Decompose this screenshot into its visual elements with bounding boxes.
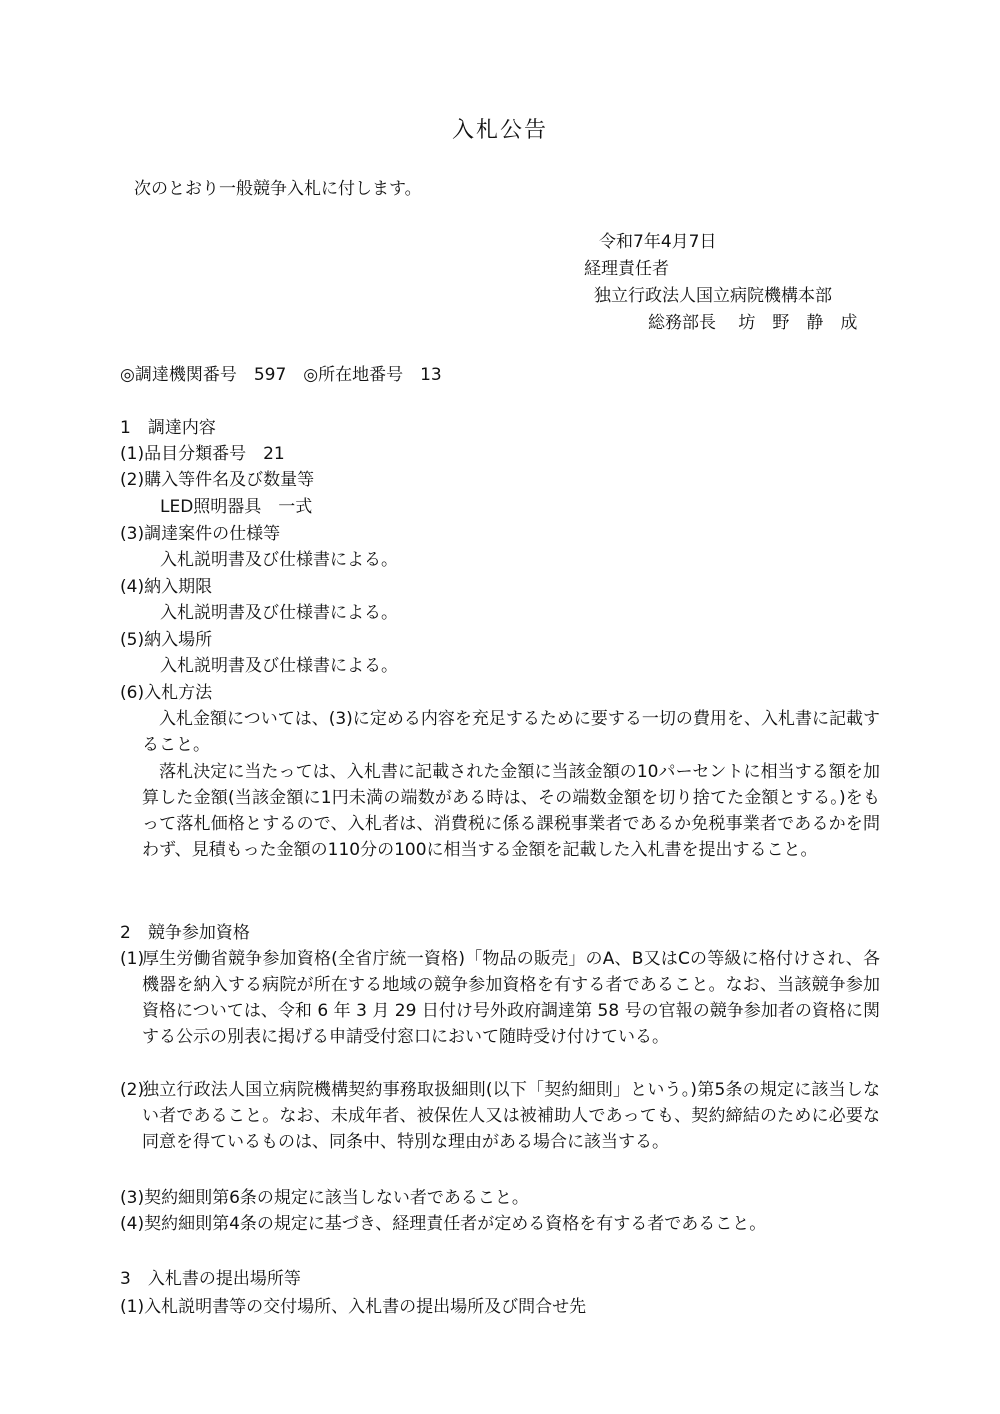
s2-item2-text: 独立行政法人国立病院機構契約事務取扱細則(以下「契約細則」という。)第5条の規定に該当しない者であること。なお、未成年者、被保佐人又は被補助人であっても、契約締結のために必要な同意を得ているものは、同条中、特別な理由がある場合に該当する。	[142, 1080, 880, 1152]
section2-heading: 2 競争参加資格	[120, 923, 250, 943]
document-title: 入札公告	[451, 118, 548, 143]
s2-item3: (3)契約細則第6条の規定に該当しない者であること。	[120, 1188, 529, 1208]
issuer-person: 総務部長 坊 野 静 成	[648, 313, 858, 333]
s2-item1-label: (1)	[120, 949, 145, 969]
section3-heading: 3 入札書の提出場所等	[120, 1269, 301, 1289]
notice-date: 令和7年4月7日	[599, 232, 717, 252]
s2-item2-label: (2)	[120, 1080, 145, 1100]
procurement-codes: ◎調達機関番号 597 ◎所在地番号 13	[120, 365, 442, 385]
intro-text: 次のとおり一般競争入札に付します。	[134, 179, 422, 199]
issuer-organization: 独立行政法人国立病院機構本部	[594, 286, 832, 306]
s2-item4: (4)契約細則第4条の規定に基づき、経理責任者が定める資格を有する者であること。	[120, 1214, 767, 1234]
s1-item6-paragraph1: 入札金額については、(3)に定める内容を充足するために要する一切の費用を、入札書に記載すること。	[142, 709, 880, 755]
s1-item6-paragraph2: 落札決定に当たっては、入札書に記載された金額に当該金額の10パーセントに相当する額を加算した金額(当該金額に1円未満の端数がある時は、その端数金額を切り捨てた金額とする。)をもって落札価格とするので、入札者は、消費税に係る課税事業者であるか免税事業者であるかを問わず、見積もった金額の110分の100に相当する金額を記載した入札書を提出すること。	[142, 762, 880, 860]
issuer-role: 経理責任者	[584, 259, 669, 279]
s1-item5-text: 入札説明書及び仕様書による。	[160, 656, 398, 676]
s1-item3-text: 入札説明書及び仕様書による。	[160, 550, 398, 570]
s1-item3: (3)調達案件の仕様等	[120, 524, 281, 544]
s1-item2: (2)購入等件名及び数量等	[120, 470, 315, 490]
s1-item2-text: LED照明器具 一式	[160, 497, 313, 517]
s1-item4-text: 入札説明書及び仕様書による。	[160, 603, 398, 623]
section1-heading: 1 調達内容	[120, 418, 216, 438]
s1-item6: (6)入札方法	[120, 683, 213, 703]
s1-item4: (4)納入期限	[120, 577, 213, 597]
s3-item1: (1)入札説明書等の交付場所、入札書の提出場所及び問合せ先	[120, 1297, 587, 1317]
s1-item1: (1)品目分類番号 21	[120, 444, 285, 464]
s1-item5: (5)納入場所	[120, 630, 213, 650]
s2-item1-text: 厚生労働省競争参加資格(全省庁統一資格)「物品の販売」のA、B又はCの等級に格付けされ、各機器を納入する病院が所在する地域の競争参加資格を有する者であること。なお、当該競争参加資格については、令和 6 年 3 月 29 日付け号外政府調達第 58 号の官報の競争参加者の資格に関する公示の別表に掲げる申請受付窓口において随時受け付けている。	[142, 949, 880, 1047]
